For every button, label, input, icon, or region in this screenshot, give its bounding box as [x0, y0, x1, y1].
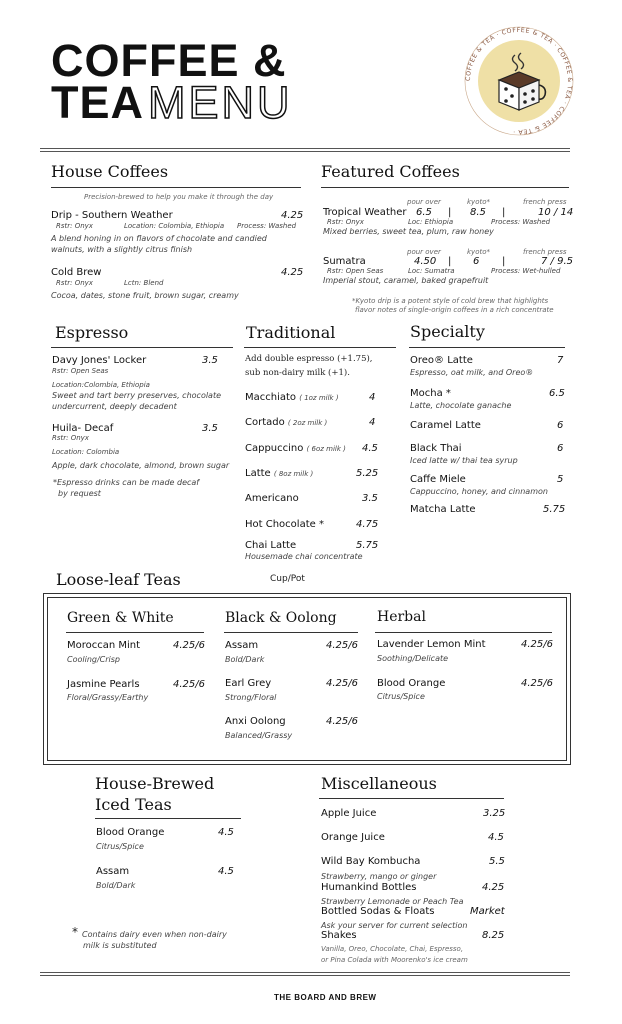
- traditional-item-name: Macchiato ( 1oz milk ): [245, 392, 339, 403]
- dairy-note: Contains dairy even when non-dairy: [82, 930, 227, 939]
- featured-kyoto-price: 8.5: [470, 207, 486, 218]
- featured-item-location: Loc: Sumatra: [408, 267, 455, 275]
- iced-tea-item-price: 4.5: [218, 827, 234, 838]
- featured-french-price: 10 / 14: [538, 207, 574, 218]
- specialty-item-name: Black Thai: [410, 443, 462, 454]
- featured-coffees-heading: Featured Coffees: [321, 162, 460, 181]
- traditional-item-name: Chai Latte: [245, 540, 297, 551]
- specialty-item-name: Matcha Latte: [410, 504, 476, 515]
- specialty-item-name: Mocha *: [410, 388, 451, 399]
- tea-item-name: Assam: [225, 640, 259, 651]
- tea-item-price: 4.25/6: [521, 678, 553, 689]
- house-item-location: Location: Colombia, Ethiopia: [124, 222, 225, 230]
- traditional-item-desc: Housemade chai concentrate: [245, 552, 363, 561]
- misc-item-name: Humankind Bottles: [321, 882, 417, 893]
- footer-brand-logo: THE BOARD AND BREW: [274, 993, 377, 1002]
- traditional-item-name: Americano: [245, 493, 299, 504]
- espresso-item-desc: Apple, dark chocolate, almond, brown sugar: [52, 461, 230, 470]
- traditional-item-name: Cappuccino ( 6oz milk ): [245, 443, 346, 454]
- traditional-item-name: Latte ( 8oz milk ): [245, 468, 314, 479]
- featured-item-desc: Imperial stout, caramel, baked grapefruit: [323, 276, 489, 285]
- divider: |: [448, 207, 452, 218]
- loose-leaf-teas-heading: Loose-leaf Teas: [56, 570, 181, 589]
- divider: |: [448, 256, 452, 267]
- badge-ring-text: COFFEE & TEA · COFFEE & TEA · COFFEE & TEA · COFFEE & TEA ·: [464, 26, 574, 136]
- espresso-heading: Espresso: [55, 323, 129, 342]
- coffee-tea-badge-logo: [463, 25, 575, 137]
- misc-item-price: Market: [470, 906, 505, 917]
- tea-item-desc: Cooling/Crisp: [67, 655, 121, 664]
- house-item-location: Lctn: Blend: [124, 279, 164, 287]
- divider: |: [502, 256, 506, 267]
- menu-title-line2: [51, 77, 293, 128]
- decaf-note: by request: [58, 489, 101, 498]
- misc-item-desc: Strawberry Lemonade or Peach Tea: [321, 897, 464, 906]
- house-item-price: 4.25: [281, 210, 304, 221]
- specialty-item-price: 7: [557, 355, 564, 366]
- specialty-item-price: 5.75: [543, 504, 566, 515]
- dairy-star: *: [72, 925, 78, 939]
- traditional-intro: sub non-dairy milk (+1).: [245, 368, 350, 378]
- house-item-name: Drip - Southern Weather: [51, 210, 173, 221]
- menu-title-line1: COFFEE &: [51, 35, 287, 86]
- featured-item-roaster: Rstr: Onyx: [327, 218, 364, 226]
- tea-item-desc: Strong/Floral: [225, 693, 277, 702]
- traditional-item-price: 4.75: [356, 519, 379, 530]
- specialty-item-price: 6: [557, 443, 564, 454]
- misc-item-price: 4.25: [482, 882, 505, 893]
- col-french-press: french press: [523, 248, 567, 256]
- iced-tea-item-name: Blood Orange: [96, 827, 165, 838]
- tea-item-desc: Bold/Dark: [225, 655, 265, 664]
- misc-item-name: Apple Juice: [321, 808, 377, 819]
- menu-title-tea: TEA: [51, 77, 144, 128]
- divider: |: [502, 207, 506, 218]
- featured-french-price: 7 / 9.5: [541, 256, 573, 267]
- espresso-item-price: 3.5: [202, 423, 218, 434]
- misc-item-desc: or Pina Colada with Moorenko's ice cream: [321, 956, 468, 964]
- herbal-heading: Herbal: [377, 609, 426, 625]
- tea-item-name: Earl Grey: [225, 678, 272, 689]
- black-oolong-heading: Black & Oolong: [225, 610, 337, 626]
- featured-item-roaster: Rstr: Open Seas: [327, 267, 384, 275]
- house-item-price: 4.25: [281, 267, 304, 278]
- traditional-item-name: Hot Chocolate *: [245, 519, 324, 530]
- specialty-item-desc: Espresso, oat milk, and Oreo®: [410, 368, 534, 377]
- espresso-item-name: Huila- Decaf: [52, 423, 114, 434]
- espresso-item-roaster: Rstr: Onyx: [52, 434, 89, 442]
- iced-teas-heading: Iced Teas: [95, 795, 172, 814]
- tea-item-price: 4.25/6: [173, 679, 205, 690]
- house-item-roaster: Rstr: Onyx: [56, 279, 93, 287]
- misc-item-name: Orange Juice: [321, 832, 385, 843]
- house-item-name: Cold Brew: [51, 267, 102, 278]
- house-coffees-heading: House Coffees: [51, 162, 169, 181]
- cup-pot-label: Cup/Pot: [270, 574, 305, 584]
- misc-item-price: 8.25: [482, 930, 505, 941]
- miscellaneous-heading: Miscellaneous: [321, 774, 437, 793]
- traditional-heading: Traditional: [246, 323, 336, 342]
- featured-pour-price: 4.50: [414, 256, 437, 267]
- specialty-item-name: Caffe Miele: [410, 474, 466, 485]
- col-pour-over: pour over: [407, 248, 441, 256]
- misc-item-name: Bottled Sodas & Floats: [321, 906, 435, 917]
- featured-item-location: Loc: Ethiopia: [408, 218, 454, 226]
- espresso-item-location: Location:Colombia, Ethiopia: [52, 381, 150, 389]
- house-coffees-subtitle: Precision-brewed to help you make it through the day: [84, 193, 274, 201]
- featured-item-desc: Mixed berries, sweet tea, plum, raw honey: [323, 227, 494, 236]
- espresso-item-location: Location: Colombia: [52, 448, 120, 456]
- traditional-item-price: 5.75: [356, 540, 379, 551]
- espresso-item-name: Davy Jones' Locker: [52, 355, 147, 366]
- espresso-item-desc: Sweet and tart berry preserves, chocolate undercurrent, deeply decadent: [52, 391, 222, 411]
- featured-kyoto-price: 6: [473, 256, 480, 267]
- misc-item-price: 3.25: [483, 808, 506, 819]
- tea-item-name: Blood Orange: [377, 678, 446, 689]
- iced-tea-item-desc: Bold/Dark: [96, 881, 136, 890]
- featured-item-name: Sumatra: [323, 256, 366, 267]
- col-pour-over: pour over: [407, 198, 441, 206]
- featured-item-name: Tropical Weather: [323, 207, 407, 218]
- house-item-roaster: Rstr: Onyx: [56, 222, 93, 230]
- misc-item-name: Wild Bay Kombucha: [321, 856, 421, 867]
- iced-teas-heading: House-Brewed: [95, 774, 215, 793]
- featured-item-process: Process: Washed: [491, 218, 551, 226]
- featured-pour-price: 6.5: [416, 207, 432, 218]
- tea-item-name: Lavender Lemon Mint: [377, 639, 486, 650]
- col-french-press: french press: [523, 198, 567, 206]
- misc-item-name: Shakes: [321, 930, 357, 941]
- tea-item-name: Moroccan Mint: [67, 640, 141, 651]
- traditional-item-price: 5.25: [356, 468, 379, 479]
- traditional-item-price: 4: [369, 392, 376, 403]
- tea-item-price: 4.25/6: [326, 678, 358, 689]
- green-white-heading: Green & White: [67, 610, 174, 626]
- iced-tea-item-name: Assam: [96, 866, 130, 877]
- misc-item-price: 5.5: [489, 856, 505, 867]
- misc-item-desc: Ask your server for current selection: [321, 921, 468, 930]
- traditional-item-name: Cortado ( 2oz milk ): [245, 417, 328, 428]
- decaf-note: *Espresso drinks can be made decaf: [53, 478, 200, 487]
- specialty-item-desc: Iced latte w/ thai tea syrup: [410, 456, 518, 465]
- tea-item-desc: Citrus/Spice: [377, 692, 425, 701]
- kyoto-note: *Kyoto drip is a potent style of cold brew that highlights: [352, 297, 549, 305]
- col-kyoto: kyoto*: [467, 198, 491, 206]
- traditional-item-price: 4.5: [362, 443, 378, 454]
- misc-item-desc: Strawberry, mango or ginger: [321, 872, 437, 881]
- house-item-process: Process: Washed: [237, 222, 297, 230]
- menu-title-menu: MENU: [148, 77, 293, 128]
- tea-item-price: 4.25/6: [326, 716, 358, 727]
- col-kyoto: kyoto*: [467, 248, 491, 256]
- traditional-item-price: 3.5: [362, 493, 378, 504]
- specialty-item-price: 6.5: [549, 388, 565, 399]
- specialty-item-desc: Cappuccino, honey, and cinnamon: [410, 487, 548, 496]
- specialty-heading: Specialty: [410, 322, 485, 341]
- iced-tea-item-desc: Citrus/Spice: [96, 842, 144, 851]
- tea-item-price: 4.25/6: [173, 640, 205, 651]
- dairy-note: milk is substituted: [83, 941, 157, 950]
- featured-item-process: Process: Wet-hulled: [491, 267, 561, 275]
- tea-item-desc: Soothing/Delicate: [377, 654, 449, 663]
- specialty-item-name: Caramel Latte: [410, 420, 481, 431]
- house-item-desc: Cocoa, dates, stone fruit, brown sugar, creamy: [51, 291, 239, 300]
- house-item-desc: A blend honing in on flavors of chocolate and candied walnuts, with a slightly citrus finish: [51, 234, 267, 254]
- espresso-item-price: 3.5: [202, 355, 218, 366]
- traditional-item-price: 4: [369, 417, 376, 428]
- tea-item-price: 4.25/6: [521, 639, 553, 650]
- tea-item-price: 4.25/6: [326, 640, 358, 651]
- specialty-item-price: 5: [557, 474, 564, 485]
- specialty-item-desc: Latte, chocolate ganache: [410, 401, 512, 410]
- iced-tea-item-price: 4.5: [218, 866, 234, 877]
- specialty-item-price: 6: [557, 420, 564, 431]
- espresso-item-roaster: Rstr: Open Seas: [52, 367, 109, 375]
- tea-item-name: Anxi Oolong: [225, 716, 286, 727]
- traditional-intro: Add double espresso (+1.75),: [245, 354, 373, 364]
- specialty-item-name: Oreo® Latte: [410, 355, 473, 366]
- misc-item-price: 4.5: [488, 832, 504, 843]
- tea-item-desc: Floral/Grassy/Earthy: [67, 693, 149, 702]
- kyoto-note: flavor notes of single-origin coffees in a rich concentrate: [355, 306, 554, 314]
- tea-item-name: Jasmine Pearls: [67, 679, 140, 690]
- misc-item-desc: Vanilla, Oreo, Chocolate, Chai, Espresso,: [321, 945, 464, 953]
- tea-item-desc: Balanced/Grassy: [225, 731, 293, 740]
